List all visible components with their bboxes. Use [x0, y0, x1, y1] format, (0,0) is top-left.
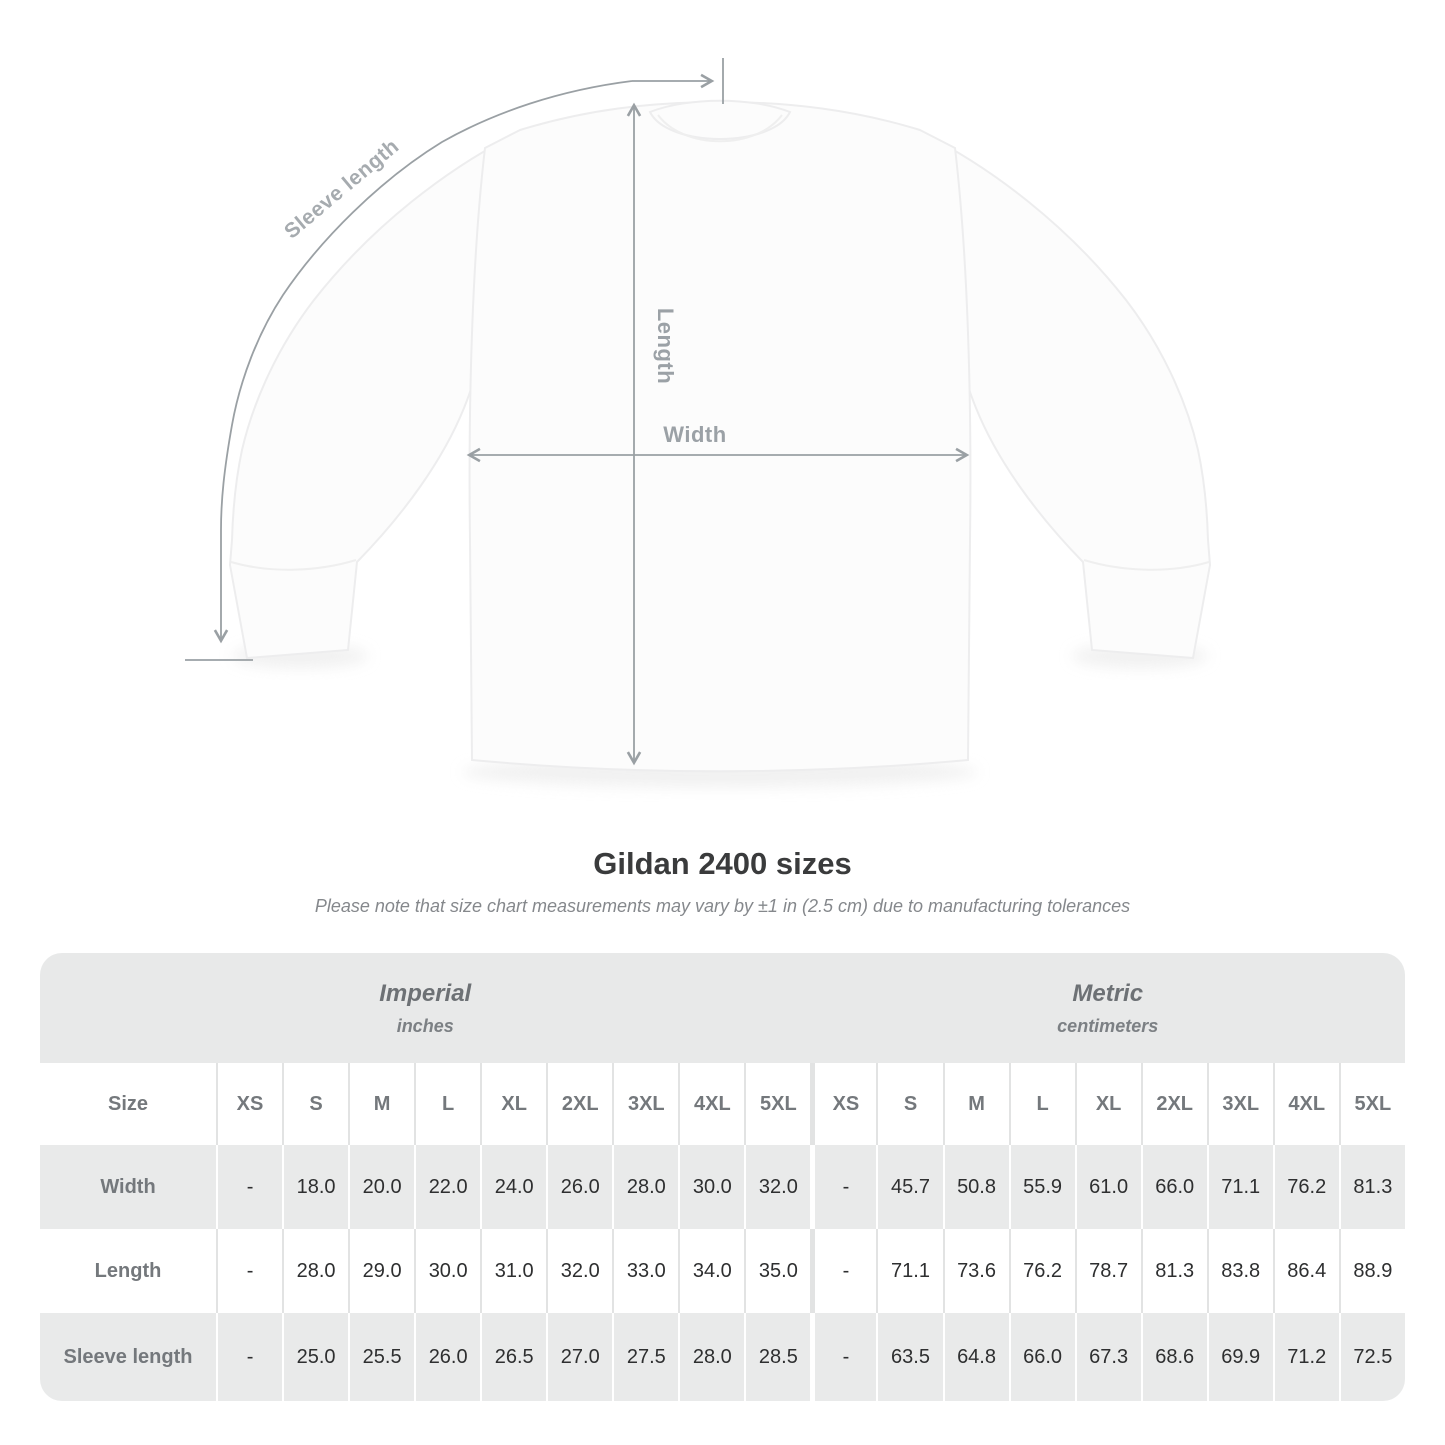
value-cell: 88.9 — [1339, 1229, 1405, 1313]
row-label: Length — [94, 1259, 162, 1282]
value-cell: 27.5 — [612, 1313, 678, 1401]
value-cell: - — [810, 1145, 876, 1229]
value-cell: 32.0 — [744, 1145, 810, 1229]
value-cell: 78.7 — [1075, 1229, 1141, 1313]
value-cell: 86.4 — [1273, 1229, 1339, 1313]
value-cell: 25.5 — [348, 1313, 414, 1401]
value-cell: - — [216, 1145, 282, 1229]
size-col-header: 5XL — [744, 1063, 810, 1145]
value-cell: 55.9 — [1009, 1145, 1075, 1229]
value-cell: 71.1 — [876, 1229, 942, 1313]
size-col-header: 4XL — [1273, 1063, 1339, 1145]
value-cell: 72.5 — [1339, 1313, 1405, 1401]
value-cell: 28.5 — [744, 1313, 810, 1401]
value-cell: 32.0 — [546, 1229, 612, 1313]
value-cell: 30.0 — [678, 1145, 744, 1229]
value-cell: 71.1 — [1207, 1145, 1273, 1229]
value-cell: - — [216, 1229, 282, 1313]
value-cell: - — [810, 1229, 876, 1313]
value-cell: 28.0 — [678, 1313, 744, 1401]
value-cell: 26.5 — [480, 1313, 546, 1401]
size-col-header: XS — [810, 1063, 876, 1145]
table-body — [40, 1145, 1405, 1401]
page-subtitle: Please note that size chart measurements may vary by ±1 in (2.5 cm) due to manufacturing tolerances — [314, 896, 1131, 916]
value-cell: 64.8 — [943, 1313, 1009, 1401]
size-table — [40, 953, 1405, 1401]
page-title: Gildan 2400 sizes — [593, 846, 852, 881]
size-header-cell: Size — [107, 1092, 149, 1115]
value-cell: 34.0 — [678, 1229, 744, 1313]
value-cell: 35.0 — [744, 1229, 810, 1313]
group-header-imperial — [40, 953, 810, 1063]
size-col-header: 2XL — [546, 1063, 612, 1145]
size-col-header: 3XL — [1207, 1063, 1273, 1145]
value-cell: - — [216, 1313, 282, 1401]
value-cell: - — [810, 1313, 876, 1401]
row-label: Sleeve length — [63, 1345, 193, 1368]
group-label: Metric — [1072, 979, 1144, 1007]
size-col-header: M — [943, 1063, 1009, 1145]
value-cell: 83.8 — [1207, 1229, 1273, 1313]
value-cell: 45.7 — [876, 1145, 942, 1229]
measurement-row — [40, 1145, 1405, 1229]
value-cell: 26.0 — [414, 1313, 480, 1401]
sleeve-length-label: Sleeve length — [280, 134, 404, 244]
measurement-row — [40, 1229, 1405, 1313]
size-col-header: XL — [1075, 1063, 1141, 1145]
row-label: Width — [100, 1175, 156, 1198]
value-cell: 66.0 — [1141, 1145, 1207, 1229]
size-col-header: XS — [216, 1063, 282, 1145]
value-cell: 81.3 — [1339, 1145, 1405, 1229]
group-header-row — [40, 953, 1405, 1063]
value-cell: 71.2 — [1273, 1313, 1339, 1401]
group-units-label: centimeters — [1057, 1015, 1159, 1036]
value-cell: 69.9 — [1207, 1313, 1273, 1401]
size-col-header: 2XL — [1141, 1063, 1207, 1145]
value-cell: 24.0 — [480, 1145, 546, 1229]
group-label: Imperial — [379, 979, 472, 1007]
size-col-header: S — [876, 1063, 942, 1145]
value-cell: 63.5 — [876, 1313, 942, 1401]
value-cell: 33.0 — [612, 1229, 678, 1313]
group-header-metric — [810, 953, 1405, 1063]
value-cell: 29.0 — [348, 1229, 414, 1313]
value-cell: 22.0 — [414, 1145, 480, 1229]
size-col-header: L — [414, 1063, 480, 1145]
value-cell: 28.0 — [282, 1229, 348, 1313]
size-col-header: 5XL — [1339, 1063, 1405, 1145]
value-cell: 26.0 — [546, 1145, 612, 1229]
size-chart-table-container — [40, 953, 1405, 1401]
table-head — [40, 953, 1405, 1145]
size-col-header: S — [282, 1063, 348, 1145]
value-cell: 25.0 — [282, 1313, 348, 1401]
value-cell: 31.0 — [480, 1229, 546, 1313]
group-units-label: inches — [396, 1015, 454, 1036]
value-cell: 18.0 — [282, 1145, 348, 1229]
size-col-header: L — [1009, 1063, 1075, 1145]
size-col-header: M — [348, 1063, 414, 1145]
length-label: Length — [653, 307, 678, 385]
size-header-row — [40, 1063, 1405, 1145]
width-label: Width — [663, 422, 727, 447]
value-cell: 66.0 — [1009, 1313, 1075, 1401]
value-cell: 67.3 — [1075, 1313, 1141, 1401]
size-col-header: 4XL — [678, 1063, 744, 1145]
value-cell: 73.6 — [943, 1229, 1009, 1313]
size-col-header: 3XL — [612, 1063, 678, 1145]
value-cell: 27.0 — [546, 1313, 612, 1401]
value-cell: 28.0 — [612, 1145, 678, 1229]
size-col-header: XL — [480, 1063, 546, 1145]
value-cell: 81.3 — [1141, 1229, 1207, 1313]
value-cell: 20.0 — [348, 1145, 414, 1229]
value-cell: 50.8 — [943, 1145, 1009, 1229]
value-cell: 76.2 — [1273, 1145, 1339, 1229]
measurement-row — [40, 1313, 1405, 1401]
value-cell: 68.6 — [1141, 1313, 1207, 1401]
value-cell: 30.0 — [414, 1229, 480, 1313]
value-cell: 61.0 — [1075, 1145, 1141, 1229]
value-cell: 76.2 — [1009, 1229, 1075, 1313]
